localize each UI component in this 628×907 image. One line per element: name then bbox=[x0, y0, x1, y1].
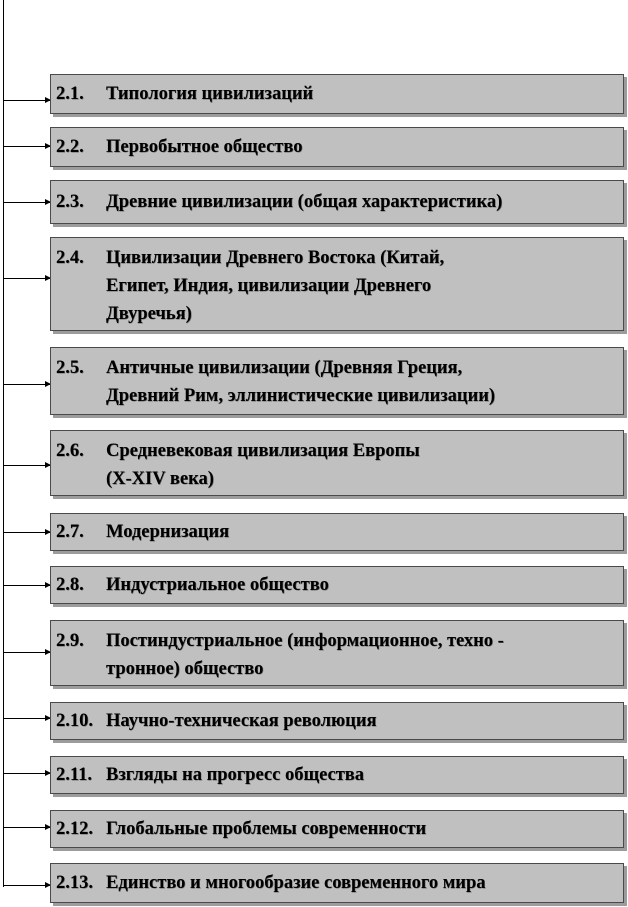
trunk-line bbox=[3, 0, 4, 887]
topic-box bbox=[50, 347, 624, 415]
topic-number: 2.8. bbox=[56, 575, 84, 595]
arrow-connector bbox=[4, 585, 50, 586]
topic-label bbox=[56, 80, 619, 108]
arrow-connector bbox=[4, 100, 50, 101]
arrow-connector bbox=[4, 146, 50, 147]
topic-number: 2.10. bbox=[56, 711, 93, 731]
arrow-connector bbox=[4, 465, 50, 466]
topic-box bbox=[50, 566, 624, 604]
topic-label bbox=[56, 869, 619, 897]
topic-title-line: Единство и многообразие современного мира bbox=[106, 873, 486, 893]
topic-number: 2.4. bbox=[56, 248, 84, 268]
topic-label bbox=[56, 244, 619, 328]
topic-box bbox=[50, 756, 624, 794]
topic-box bbox=[50, 620, 624, 686]
topic-number: 2.5. bbox=[56, 358, 84, 378]
arrow-connector bbox=[4, 532, 50, 533]
topic-title-line: Взгляды на прогресс общества bbox=[106, 765, 365, 785]
arrow-connector bbox=[4, 885, 50, 886]
topic-box bbox=[50, 74, 624, 114]
topic-title-continuation: Двуречья) bbox=[106, 304, 192, 324]
topic-box bbox=[50, 513, 624, 551]
topic-number: 2.7. bbox=[56, 522, 84, 542]
topic-box bbox=[50, 702, 624, 740]
topic-label bbox=[56, 188, 619, 216]
topic-title-continuation: тронное) общество bbox=[106, 659, 264, 679]
topic-title-line: Типология цивилизаций bbox=[106, 84, 314, 104]
topic-label bbox=[56, 518, 619, 546]
arrow-connector bbox=[4, 718, 50, 719]
topic-box bbox=[50, 863, 624, 903]
topic-number: 2.13. bbox=[56, 873, 93, 893]
topic-number: 2.3. bbox=[56, 192, 84, 212]
topic-box bbox=[50, 430, 624, 496]
topic-title-continuation: Египет, Индия, цивилизации Древнего bbox=[106, 276, 432, 296]
topic-label bbox=[56, 761, 619, 789]
topic-number: 2.9. bbox=[56, 631, 84, 651]
topic-title-line: Научно-техническая революция bbox=[106, 711, 377, 731]
topic-number: 2.11. bbox=[56, 765, 92, 785]
topic-box bbox=[50, 180, 624, 224]
topic-title-line: Постиндустриальное (информационное, техно - bbox=[106, 631, 504, 651]
topic-title-line: Древние цивилизации (общая характеристика) bbox=[106, 192, 503, 212]
topic-title-continuation: Древний Рим, эллинистические цивилизации) bbox=[106, 386, 496, 406]
arrow-connector bbox=[4, 773, 50, 774]
arrow-connector bbox=[4, 202, 50, 203]
topic-label bbox=[56, 627, 619, 683]
topic-number: 2.1. bbox=[56, 84, 84, 104]
topic-title-line: Цивилизации Древнего Востока (Китай, bbox=[106, 248, 445, 268]
topic-number: 2.12. bbox=[56, 819, 93, 839]
topic-label bbox=[56, 571, 619, 599]
arrow-connector bbox=[4, 278, 50, 279]
arrow-connector bbox=[4, 384, 50, 385]
topic-title-line: Глобальные проблемы современности bbox=[106, 819, 427, 839]
topic-title-line: Античные цивилизации (Древняя Греция, bbox=[106, 358, 463, 378]
topic-label bbox=[56, 354, 619, 410]
topic-box bbox=[50, 127, 624, 167]
topic-number: 2.2. bbox=[56, 137, 84, 157]
topic-title-continuation: (X-XIV века) bbox=[106, 469, 214, 489]
topic-box bbox=[50, 810, 624, 848]
topic-label bbox=[56, 707, 619, 735]
arrow-connector bbox=[4, 652, 50, 653]
topic-title-line: Первобытное общество bbox=[106, 137, 303, 157]
topic-label bbox=[56, 437, 619, 493]
topic-title-line: Модернизация bbox=[106, 522, 230, 542]
topic-label bbox=[56, 133, 619, 161]
topic-title-line: Индустриальное общество bbox=[106, 575, 329, 595]
arrow-connector bbox=[4, 827, 50, 828]
topic-title-line: Средневековая цивилизация Европы bbox=[106, 441, 420, 461]
topic-number: 2.6. bbox=[56, 441, 84, 461]
topic-box bbox=[50, 237, 624, 331]
topic-label bbox=[56, 815, 619, 843]
